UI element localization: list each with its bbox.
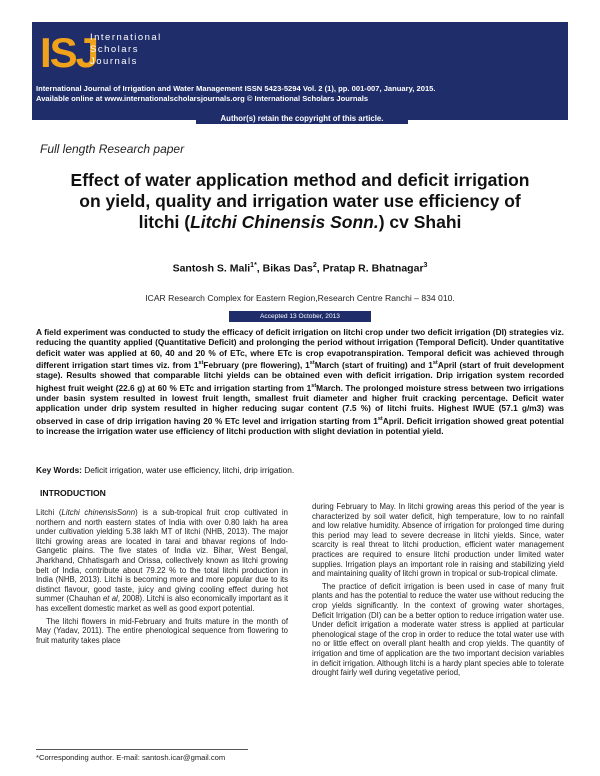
text: Litchi ( xyxy=(36,508,62,517)
column-right xyxy=(312,502,564,681)
title-part-1: Effect of water application method and deficit irrigation on yield, quality and irrigation water use efficiency of litchi ( xyxy=(70,170,530,232)
species-name: Litchi chinensisSonn xyxy=(61,508,136,517)
authors xyxy=(0,262,600,275)
journal-name-line: Journals xyxy=(90,56,138,67)
author-sup: 2 xyxy=(312,262,317,269)
abstract-text: March. The prolonged moisture stress between two irrigations under basin system resulted in lowest fruit length, smallest fruit diameter and higher fruit cracking percentage. Deficit water application under drip system resulted in higher reducing sugar content (7.5 %) of litchi fruits. Highest IWUE (57.1 g/m3) was observed in case of drip irrigation having 20 % ETc level and irrigation starting from 1 xyxy=(36,382,564,426)
title-part-2: ) cv Shahi xyxy=(378,212,462,232)
keywords xyxy=(36,465,564,475)
text: ) is a sub-tropical fruit crop cultivated in northern and north eastern states of India with over 0.80 lakh ha area under cultivation yielding 5.38 lakh MT of litchi (NHB, 2013). The major litchi growing areas are located in tarai and bhavar regions of Indo-Gangetic plains. The five states of India viz. Bihar, West Bengal, Jharkhand, Chhatisgarh and Orissa, collectively known as litchi growing belt of India, contribute about 79.22 % to the total litchi production in India (NHB, 2013). Litchi is becoming more and more popular due to its distinct flavour, good taste, juicy and giving cooling effect during hot summer (Chauhan xyxy=(36,508,288,604)
author-sup: 3 xyxy=(423,262,428,269)
abstract-sup: st xyxy=(377,415,383,422)
abstract-text: April (start of fruit development stage). Results showed that comparable litchi yields can be obtained even with deficit irrigation. Drip irrigation system recorded highest fruit weight (22.6 g) at 60 % ETc and irrigation starting from 1 xyxy=(36,359,565,393)
journal-header xyxy=(32,22,568,120)
author-name: , Bikas Das xyxy=(256,262,313,275)
footnote-rule xyxy=(36,749,248,750)
paragraph: The practice of deficit irrigation is been used in case of many fruit plants and has the potential to reduce the water use without reducing the crop yields significantly. In the context of growing water shortages, Deficit Irrigation (DI) can be a better option to reduce irrigation water use. Under deficit irrigation a moderate water stress is applied at particular phenological stage of the crop in order to reduce the total water use with no or little effect on overall plant health and crop yields. The quantity of irrigation and time of application are the two important decision variables in deficit irrigation. Although litchi is a hardy plant species able to tolerate drought fairly well during vegetative period, xyxy=(312,581,564,678)
affiliation: ICAR Research Complex for Eastern Region,Research Centre Ranchi – 834 010. xyxy=(145,293,455,303)
footnote: *Corresponding author. E-mail: santosh.icar@gmail.com xyxy=(36,753,226,762)
abstract-text: A field experiment was conducted to study the efficacy of deficit irrigation on litchi crop under two deficit irrigation (DI) strategies viz. reducing the quantity applied (Quantitative Deficit) and prolonging the period without irrigation (Temporal Deficit). Under quantitative deficit water was applied at 60, 40 and 20 % of ETc, where ETc is crop evapotranspiration. Temporal deficit was achieved through different irrigation start times viz. from 1 xyxy=(36,327,564,370)
paragraph: during February to May. In litchi growing areas this period of the year is characterized by soil water deficit, high temperature, low to no rainfall and low relative humidity. Absence of irrigation for prolonged time during this period may lead to severe decrease in litchi yields. Since, water scarcity is real threat to litchi production, efficient water management practices are required to ensure litchi production under limited water supplies. Irrigation plays an important role in raising and stabilizing yield and maintaining quality of litchi grown in tropical or sub-tropical climate. xyxy=(312,502,564,579)
author-name: , Pratap R. Bhatnagar xyxy=(316,262,424,275)
abstract-text: February (pre flowering), 1 xyxy=(203,359,310,370)
copyright-notice: Author(s) retain the copyright of this article. xyxy=(196,113,408,124)
journal-logo xyxy=(40,28,98,78)
keywords-text: Deficit irrigation, water use efficiency, litchi, drip irrigation. xyxy=(81,465,295,475)
author-sup: 1* xyxy=(250,262,257,269)
abstract xyxy=(36,327,564,436)
title-species: Litchi Chinensis Sonn. xyxy=(190,212,379,232)
journal-name-line: Scholars xyxy=(90,44,139,55)
journal-name-line: International xyxy=(90,32,162,43)
keywords-label: Key Words: xyxy=(36,465,82,475)
abstract-text: March (start of fruiting) and 1 xyxy=(314,359,433,370)
paragraph xyxy=(36,508,288,614)
citation-line-2: Available online at www.internationalscholarsjournals.org © International Scholars Journals xyxy=(36,94,369,103)
citation xyxy=(32,84,568,104)
paper-title xyxy=(70,170,530,233)
paragraph: The litchi flowers in mid-February and fruits mature in the month of May (Yadav, 2011). The entire phenological sequence from flowering to fruit maturity takes place xyxy=(36,616,288,645)
text: , 2008). Litchi is also economically important as it has excellent domestic market as well as good export potential. xyxy=(36,594,288,613)
abstract-sup: st xyxy=(309,360,315,367)
section-heading-introduction: INTRODUCTION xyxy=(40,488,106,498)
abstract-sup: st xyxy=(198,360,204,367)
et-al: et al xyxy=(102,594,118,604)
accepted-date: Accepted 13 October, 2013 xyxy=(229,311,371,322)
logo-letters: ISJ xyxy=(40,29,98,76)
paper-type: Full length Research paper xyxy=(40,142,185,156)
column-left xyxy=(36,508,288,648)
author-name: Santosh S. Mali xyxy=(172,262,251,275)
citation-line-1: International Journal of Irrigation and Water Management ISSN 5423-5294 Vol. 2 (1), pp. 001-007, January, 2015. xyxy=(36,84,436,93)
abstract-text: April. Deficit irrigation showed great potential to increase the irrigation water use efficiency of litchi production with slight deviation in potential yield. xyxy=(36,415,564,436)
journal-name xyxy=(90,32,162,68)
abstract-sup: st xyxy=(432,360,438,367)
abstract-sup: st xyxy=(311,382,317,389)
